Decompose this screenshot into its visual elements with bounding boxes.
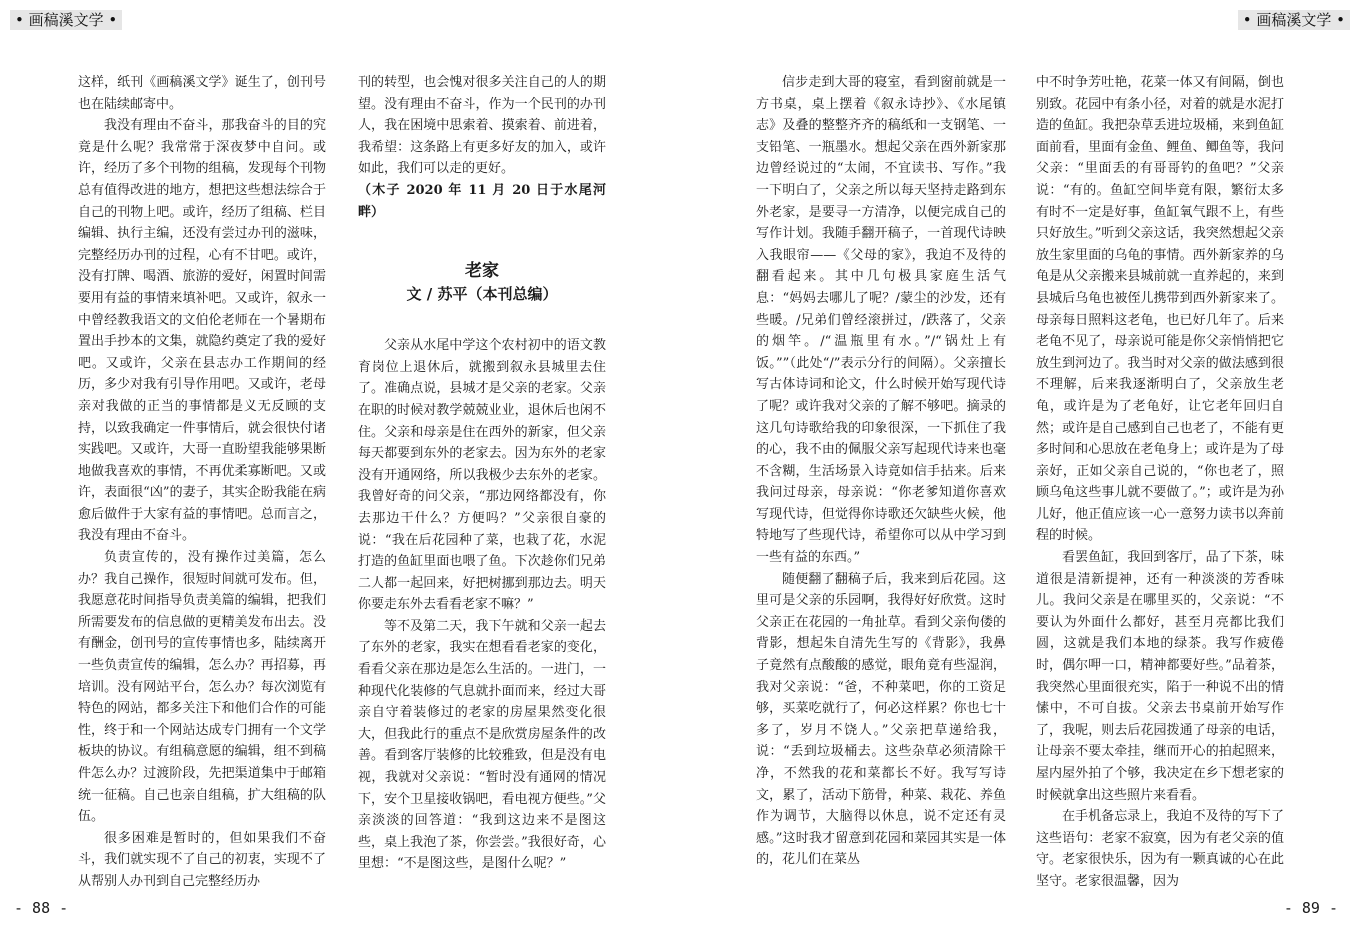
body-paragraph: 随便翻了翻稿子后，我来到后花园。这里可是父亲的乐园啊，我得好好欣赏。这时父亲正在花园的一角扯草。看到父亲佝偻的背影，想起朱自清先生写的《背影》，我鼻子竟然有点酸酸的感觉，眼角竟有些湿润，我对父亲说：“爸，不种菜吧，你的工资足够，买菜吃就行了，何必这样累？你也七十多了，岁月不饶人。”父亲把草递给我，说：“丢到垃圾桶去。这些杂草必须清除干净，不然我的花和菜都长不好。我写写诗文，累了，活动下筋骨，种菜、栽花、养鱼作为调节，大脑得以休息，说不定还有灵感。”这时我才留意到花园和菜园其实是一体的，花儿们在菜丛 bbox=[756, 571, 1006, 868]
body-paragraph: 父亲从水尾中学这个农村初中的语文教育岗位上退休后，就搬到叙永县城里去住了。准确点说，县城才是父亲的老家。父亲在职的时候对教学兢兢业业，退休后也闲不住。父亲和母亲是住在西外的新家，但父亲每天都要到东外的老家去。因为东外的老家没有开通网络，所以我极少去东外的老家。我曾好奇的问父亲，“那边网络都没有，你去那边干什么？方便吗？”父亲很自豪的说：“我在后花园种了菜，也栽了花，水泥打造的鱼缸里面也喂了鱼。下次趁你们兄弟二人都一起回来，好把树挪到那边去。明天你要走东外去看看老家不嘛？” bbox=[358, 338, 606, 613]
article-signature: （木子 2020 年 11 月 20 日于水尾河畔） bbox=[358, 182, 606, 220]
body-paragraph: 信步走到大哥的寝室，看到窗前就是一方书桌，桌上摆着《叙永诗抄》、《水尾镇志》及叠的整整齐齐的稿纸和一支钢笔、一支铅笔、一瓶墨水。想起父亲在西外新家那边曾经说过的“太闹，不宜读书、写作。”我一下明白了，父亲之所以每天坚持走路到东外老家，是要寻一方清净，以便完成自己的写作计划。我随手翻开稿子，一首现代诗映入我眼帘——《父母的家》，我迫不及待的翻看起来。其中几句极具家庭生活气息：“妈妈去哪儿了呢？/蒙尘的沙发，还有些暖。/兄弟们曾经滚拼过，/跌落了，父亲的烟竿。/“温瓶里有水。”/“锅灶上有饭。””（此处“/”表示分行的间隔）。父亲擅长写古体诗词和论文，什么时候开始写现代诗了呢？或许我对父亲的了解不够吧。摘录的这几句诗歌给我的印象很深，一下抓住了我的心，我不由的佩服父亲写起现代诗来也毫不含糊，生活场景入诗竟如信手拈来。后来我问过母亲，母亲说：“你老爹知道你喜欢写现代诗，但觉得你诗歌还欠缺些火候，他特地写了些现代诗，希望你可以从中学习到一些有益的东西。” bbox=[756, 75, 1006, 566]
body-paragraph: 我没有理由不奋斗，那我奋斗的目的究竟是什么呢？我常常于深夜梦中自问。或许，经历了多个刊物的组稿，发现每个刊物总有值得改进的地方，想把这些想法综合于自己的刊物上吧。或许，经历了组稿、栏目编辑、执行主编，还没有尝过办刊的滋味，完整经历办刊的过程，心有不甘吧。或许，没有打牌、喝酒、旅游的爱好，闲置时间需要用有益的事情来填补吧。又或许，叙永一中曾经教我语文的文伯伦老师在一个暑期布置出手抄本的文集，就隐约奠定了我的爱好吧。又或许，父亲在县志办工作期间的经历，多少对我有引导作用吧。又或许，老母亲对我做的正当的事情都是义无反顾的支持，以致我确定一件事情后，就会很快付诸实践吧。又或许，大哥一直盼望我能够果断地做我喜欢的事情，不再优柔寡断吧。又或许，表面很“凶”的妻子，其实企盼我能在病愈后做件于大家有益的事情吧。总而言之，我没有理由不奋斗。 bbox=[78, 118, 326, 544]
body-paragraph: 刊的转型，也会愧对很多关注自己的人的期望。没有理由不奋斗，作为一个民刊的办刊人，我在困境中思索着、摸索着、前进着，我希望：这条路上有更多好友的加入，或许如此，我们可以走的更好。 bbox=[358, 75, 606, 177]
body-paragraph: 等不及第二天，我下午就和父亲一起去了东外的老家，我实在想看看老家的变化，看看父亲在那边是怎么生活的。一进门，一种现代化装修的气息就扑面而来，经过大哥亲自守着装修过的老家的房屋果然变化很大，但我此行的重点不是欣赏房屋条件的改善。看到客厅装修的比较雅致，但是没有电视，我就对父亲说：“暂时没有通网的情况下，安个卫星接收锅吧，看电视方便些。”父亲淡淡的回答道：“我到这边来不是图这些，桌上我泡了茶，你尝尝。”我很好奇，心里想：“不是图这些，是图什么呢？” bbox=[358, 618, 606, 872]
right-page bbox=[680, 0, 1360, 944]
body-paragraph: 负责宣传的，没有操作过美篇，怎么办？我自己操作，很短时间就可发布。但，我愿意花时间指导负责美篇的编辑，把我们所需要发布的信息做的更精美发布出去。没有酬金，创刊号的宣传事情也多，陆续离开一些负责宣传的编辑，怎么办？再招募，再培训。没有网站平台，怎么办？每次浏览有特色的网站，都多关注下和他们合作的可能性，终于和一个网站达成专门拥有一个文学板块的协议。有组稿意愿的编辑，组不到稿件怎么办？过渡阶段，先把渠道集中于邮箱统一征稿。自己也亲自组稿，扩大组稿的队伍。 bbox=[78, 550, 326, 825]
right-running-header: • 画稿溪文学 • bbox=[1238, 10, 1350, 30]
right-page-column-1 bbox=[756, 72, 1006, 870]
right-page-column-2 bbox=[1036, 72, 1284, 889]
left-page-column-2 bbox=[358, 72, 606, 870]
body-paragraph: 看罢鱼缸，我回到客厅，品了下茶，味道很是清新提神，还有一种淡淡的芳香味儿。我问父亲是在哪里买的，父亲说：“不要认为外面什么都好，甚至月亮都比我们圆，这就是我们本地的绿茶。我写作疲倦时，偶尔呷一口，精神都要好些。”品着茶，我突然心里面很充实，陷于一种说不出的情愫中，不可自拔。父亲去书桌前开始写作了，我呢，则去后花园拨通了母亲的电话，让母亲不要太牵挂，继而开心的拍起照来，屋内屋外拍了个够，我决定在乡下想老家的时候就拿出这些照片来看看。 bbox=[1036, 550, 1284, 803]
body-paragraph: 这样，纸刊《画稿溪文学》诞生了，创刊号也在陆续邮寄中。 bbox=[78, 75, 326, 112]
article-title: 老家 bbox=[465, 261, 499, 282]
left-page-number: - 88 - bbox=[14, 899, 69, 917]
article-byline: 文 / 苏平（本刊总编） bbox=[406, 285, 558, 304]
body-paragraph: 很多困难是暂时的，但如果我们不奋斗，我们就实现不了自己的初衷，实现不了从帮别人办刊到自己完整经历办 bbox=[78, 830, 326, 889]
left-page-column-1 bbox=[78, 72, 326, 889]
body-paragraph: 中不时争芳吐艳，花菜一体又有间隔，倒也别致。花园中有条小径，对着的就是水泥打造的鱼缸。我把杂草丢进垃圾桶，来到鱼缸面前看，里面有金鱼、鲤鱼、鲫鱼等，我问父亲：“里面丢的有哥哥钓的鱼吧？”父亲说：“有的。鱼缸空间毕竟有限，繁衍太多有时不一定是好事，鱼缸氧气跟不上，有些只好放生。”听到父亲这话，我突然想起父亲放生家里面的乌龟的事情。西外新家养的乌龟是从父亲搬来县城前就一直养起的，来到县城后乌龟也被侄儿携带到西外新家来了。母亲每日照料这老龟，也已好几年了。后来老龟不见了，母亲说可能是你父亲悄悄把它放生到河边了。我当时对父亲的做法感到很不理解，后来我逐渐明白了，父亲放生老龟，或许是为了老龟好，让它老年回归自然；或许是自己感到自己也老了，不能有更多时间和心思放在老龟身上；或许是为了母亲好，正如父亲自己说的，“你也老了，照顾乌龟这些事儿就不要做了。”；或许是为孙儿好，他正值应该一心一意努力读书以奔前程的时候。 bbox=[1036, 75, 1284, 544]
left-running-header: • 画稿溪文学 • bbox=[10, 10, 122, 30]
body-paragraph: 在手机备忘录上，我迫不及待的写下了这些语句：老家不寂寞，因为有老父亲的值守。老家很快乐，因为有一颗真诚的心在此坚守。老家很温馨，因为 bbox=[1036, 809, 1284, 889]
right-page-number: - 89 - bbox=[1283, 899, 1338, 917]
